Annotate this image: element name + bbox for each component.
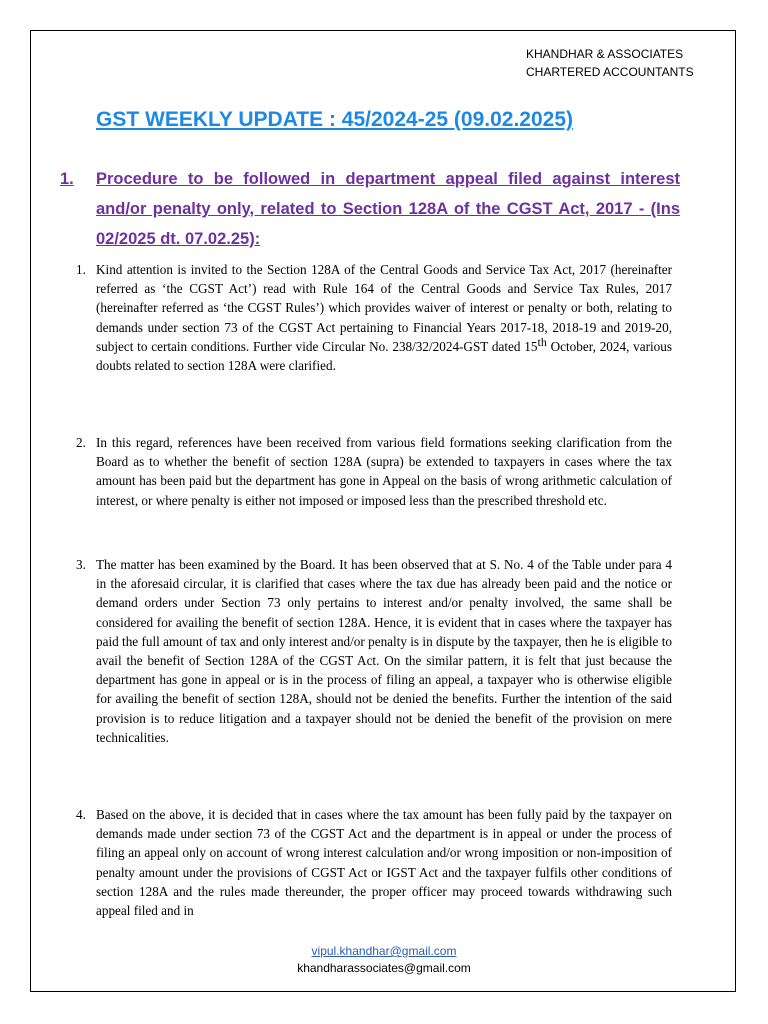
firm-subtitle: CHARTERED ACCOUNTANTS: [526, 65, 694, 79]
firm-name: KHANDHAR & ASSOCIATES: [526, 47, 684, 61]
paragraph-2: [76, 433, 672, 510]
paragraph-text-part: October, 2024, various doubts related to section 128A were clarified.: [96, 338, 672, 374]
section-heading: [60, 164, 680, 254]
paragraph-number: 2.: [76, 435, 86, 450]
footer: [0, 943, 768, 977]
paragraph-text: [96, 260, 672, 375]
ordinal-suffix: th: [537, 334, 547, 349]
paragraph-number: 3.: [76, 557, 86, 572]
section-heading-text: Procedure to be followed in department appeal filed against interest and/or penalty only, related to Section 128A of the CGST Act, 2017 - (Ins 02/2025 dt. 07.02.25):: [96, 170, 680, 248]
firm-header: [526, 45, 694, 81]
paragraph-text: The matter has been examined by the Board. It has been observed that at S. No. 4 of the Table under para 4 in the aforesaid circular, it is clarified that cases where the tax due has already been paid and the notice or demand orders under Section 73 only pertains to interest and/or penalty involved, the same shall be considered for availing the benefit of section 128A. Hence, it is evident that in cases where the taxpayer has paid the full amount of tax and only interest and/or penalty is in dispute by the taxpayer, then he is eligible to avail the benefit of Section 128A of the CGST Act. On the similar pattern, it is felt that just because the department has gone in appeal or is in the process of filing an appeal, a taxpayer who is otherwise eligible for availing the benefit of section 128A, should not be denied the benefits. Further the intention of the said provision is to reduce litigation and a taxpayer should not be denied the benefit of the provision on mere technicalities.: [96, 557, 672, 745]
paragraph-text: Based on the above, it is decided that in cases where the tax amount has been fully paid by the taxpayer on demands made under section 73 of the CGST Act and the department is in appeal or under the process of filing an appeal only on account of wrong interest calculation and/or wrong imposition or non-imposition of penalty amount under the provisions of CGST Act or IGST Act and the taxpayer fulfils other conditions of section 128A and the rules made thereunder, the proper officer may proceed towards withdrawing such appeal filed and in: [96, 807, 672, 919]
paragraph-text-part: Kind attention is invited to the Section 128A of the Central Goods and Service Tax Act, 2017 (hereinafter referred as ‘the CGST Act’) read with Rule 164 of the Central Goods and Service Tax Rules, 2017 (hereinafter referred as ‘the CGST Rules’) which provides waiver of interest or penalty or both, relating to demands under section 73 of the CGST Act pertaining to Financial Years 2017-18, 2018-19 and 2019-20, subject to certain conditions. Further vide Circular No. 238/32/2024-GST dated 15: [96, 262, 672, 354]
paragraph-number: 1.: [76, 262, 86, 277]
paragraph-4: [76, 805, 672, 920]
paragraph-3: [76, 555, 672, 747]
email-link[interactable]: vipul.khandhar@gmail.com: [311, 944, 457, 958]
section-number: 1.: [60, 170, 74, 188]
document-title: GST WEEKLY UPDATE : 45/2024-25 (09.02.2025): [96, 108, 573, 131]
paragraph-number: 4.: [76, 807, 86, 822]
footer-email: khandharassociates@gmail.com: [297, 961, 471, 975]
paragraph-text: In this regard, references have been received from various field formations seeking clarification from the Board as to whether the benefit of section 128A (supra) be extended to taxpayers in cases where the tax amount has been paid but the department has gone in Appeal on the basis of wrong arithmetic calculation of interest, or where penalty is either not imposed or imposed less than the prescribed threshold etc.: [96, 435, 672, 508]
paragraph-1: [76, 260, 672, 375]
